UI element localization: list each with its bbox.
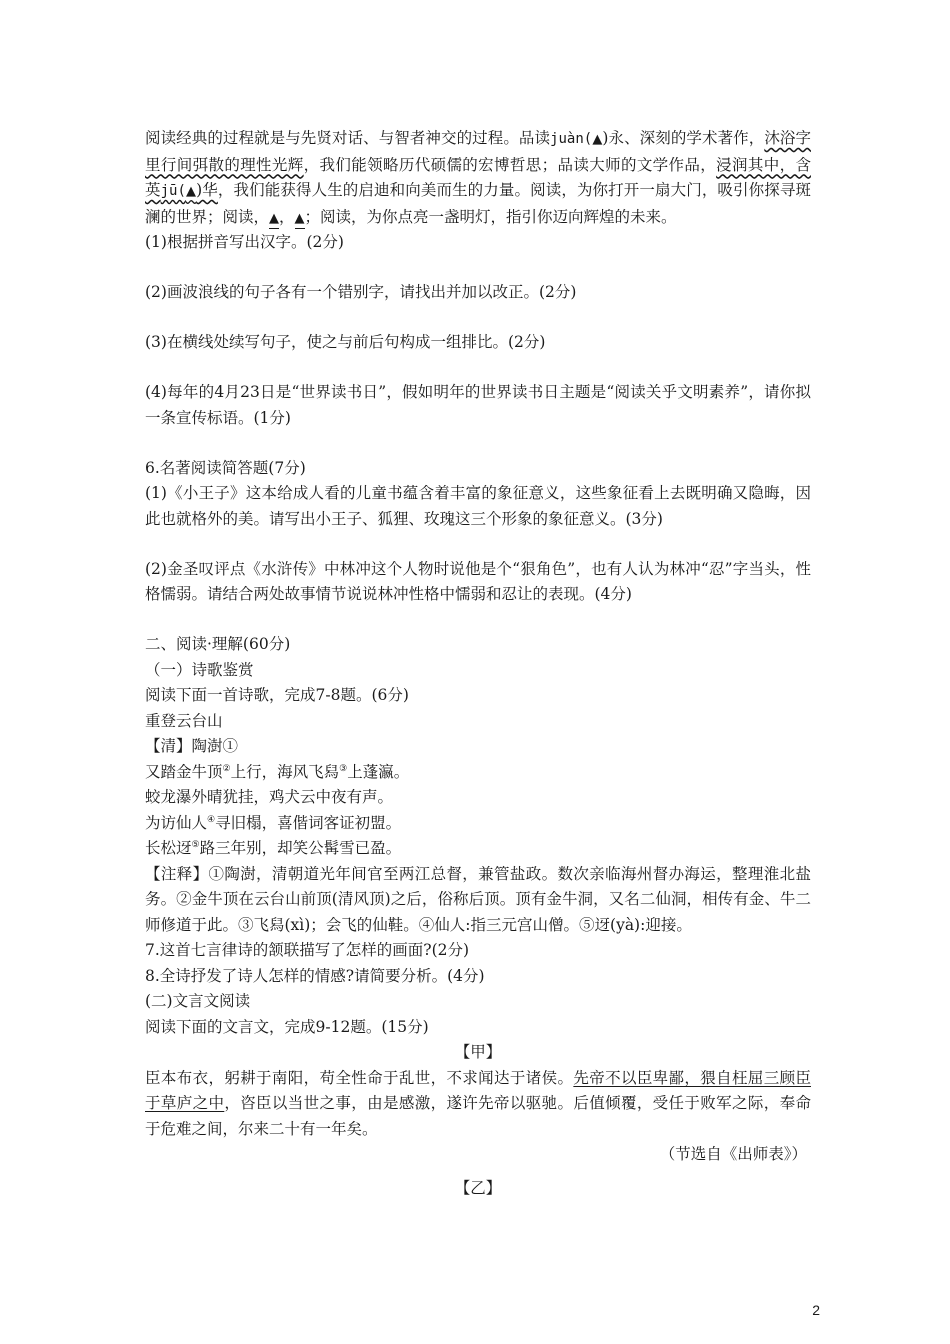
- passage-yi-title: 【乙】: [454, 1178, 502, 1197]
- poem-author: 【清】陶澍①: [145, 737, 239, 755]
- question-6-2: (2)金圣叹评点《水浒传》中林冲这个人物时说他是个“狠角色”，也有人认为林冲“忍”字当头，性格懦弱。请结合两处故事情节说说林冲性格中懦弱和忍让的表现。(4分): [145, 559, 811, 603]
- poem-title: 重登云台山: [145, 711, 223, 730]
- classical-instructions: 阅读下面的文言文，完成9-12题。(15分): [145, 1017, 429, 1036]
- page-number: 2: [812, 1302, 820, 1318]
- blank-triangle-icon: ▲: [294, 210, 305, 226]
- passage-text: 阅读经典的过程就是与先贤对话、与智者神交的过程。品读: [145, 129, 551, 147]
- wavy-sentence-1: 沐浴字里行间弭散的理性光辉: [145, 129, 811, 174]
- blank-triangle-icon: ▲: [185, 184, 197, 199]
- passage-text: )永、深刻的学术著作，: [602, 129, 765, 147]
- passage-paragraph: [145, 126, 811, 230]
- passage-text: ，我们能获得人生的启迪和向美而生的力量。阅读，为你打开一扇大门，吸引你探寻斑澜的世界；阅读，: [145, 181, 811, 226]
- passage-source: （节选自《出师表》）: [659, 1145, 807, 1163]
- poem-annotation: 【注释】①陶澍，清朝道光年间官至两江总督，兼管盐政。数次亲临海州督办海运，整理淮北盐务。②金牛顶在云台山前顶(清风顶)之后，俗称后顶。顶有金牛洞，又名二仙洞，相传有金、牛二师修道于此。③飞舄(xì)；会飞的仙鞋。④仙人:指三元宫山僧。⑤迓(yà):迎接。: [145, 864, 811, 934]
- passage-jia-title: 【甲】: [454, 1043, 502, 1061]
- wavy-sentence-2: 浸润其中，含英: [145, 155, 811, 199]
- question-6-1: (1)《小王子》这本给成人看的儿童书蕴含着丰富的象征意义，这些象征看上去既明确又隐晦，因此也就格外的美。请写出小王子、狐狸、玫瑰这三个形象的象征意义。(3分): [145, 484, 811, 528]
- question-8: 8.全诗抒发了诗人怎样的情感?请简要分析。(4分): [145, 966, 485, 985]
- blank-triangle-icon: ▲: [592, 132, 603, 147]
- pinyin-juan: juàn(: [550, 131, 593, 147]
- poem-line: 又踏金牛顶②上行，海风飞舄③上蓬瀛。: [145, 762, 410, 781]
- question-5-1: (1)根据拼音写出汉字。(2分): [145, 233, 344, 251]
- poem-line: 为访仙人④寻旧榻，喜偕词客证初盟。: [145, 813, 402, 832]
- poem-instructions: 阅读下面一首诗歌，完成7-8题。(6分): [145, 686, 409, 704]
- question-7: 7.这首七言律诗的颔联描写了怎样的画面?(2分): [145, 941, 470, 959]
- poem-line: 长松迓⑤路三年别，却笑公髯雪已盈。: [145, 839, 402, 857]
- footnote-marker: ③: [339, 763, 348, 774]
- section-2-heading: 二、阅读·理解(60分): [145, 635, 291, 653]
- footnote-marker: ④: [207, 814, 216, 825]
- subsection-poetry: （一）诗歌鉴赏: [145, 660, 254, 679]
- pinyin-ju: jū(: [160, 183, 186, 199]
- footnote-marker: ②: [222, 763, 231, 774]
- underlined-sentence: 先帝不以臣卑鄙，猥自枉屈三顾臣于草庐之中: [145, 1068, 811, 1112]
- passage-jia: 臣本布衣，躬耕于南阳，苟全性命于乱世，不求闻达于诸侯。先帝不以臣卑鄙，猥自枉屈三顾臣于草庐之中，咨臣以当世之事，由是感激，遂许先帝以驱驰。后值倾覆，受任于败军之际，奉命于危难之间，尔来二十有一年矣。: [145, 1068, 811, 1138]
- question-5-3: (3)在横线处续写句子，使之与前后句构成一组排比。(2分): [145, 333, 546, 351]
- page-content: [145, 126, 811, 1201]
- subsection-classical: (二)文言文阅读: [145, 992, 251, 1010]
- question-5-4: (4)每年的4月23日是“世界读书日”，假如明年的世界读书日主题是“阅读关乎文明素养”，请你拟一条宣传标语。(1分): [145, 383, 811, 427]
- passage-text: ，我们能领略历代硕儒的宏博哲思；品读大师的文学作品，: [303, 155, 717, 174]
- passage-text: ；阅读，为你点亮一盏明灯，指引你迈向辉煌的未来。: [304, 207, 677, 226]
- wavy-sentence-2-end: )华: [196, 181, 218, 199]
- question-6-title: 6.名著阅读简答题(7分): [145, 458, 306, 477]
- fill-blank-line[interactable]: [269, 208, 279, 229]
- passage-text: ，: [279, 207, 295, 226]
- blank-triangle-icon: ▲: [269, 210, 280, 226]
- poem-line: 蛟龙瀑外晴犹挂，鸡犬云中夜有声。: [145, 788, 394, 806]
- footnote-marker: ⑤: [191, 839, 200, 850]
- fill-blank-line[interactable]: [295, 208, 305, 229]
- question-5-2: (2)画波浪线的句子各有一个错别字，请找出并加以改正。(2分): [145, 283, 577, 301]
